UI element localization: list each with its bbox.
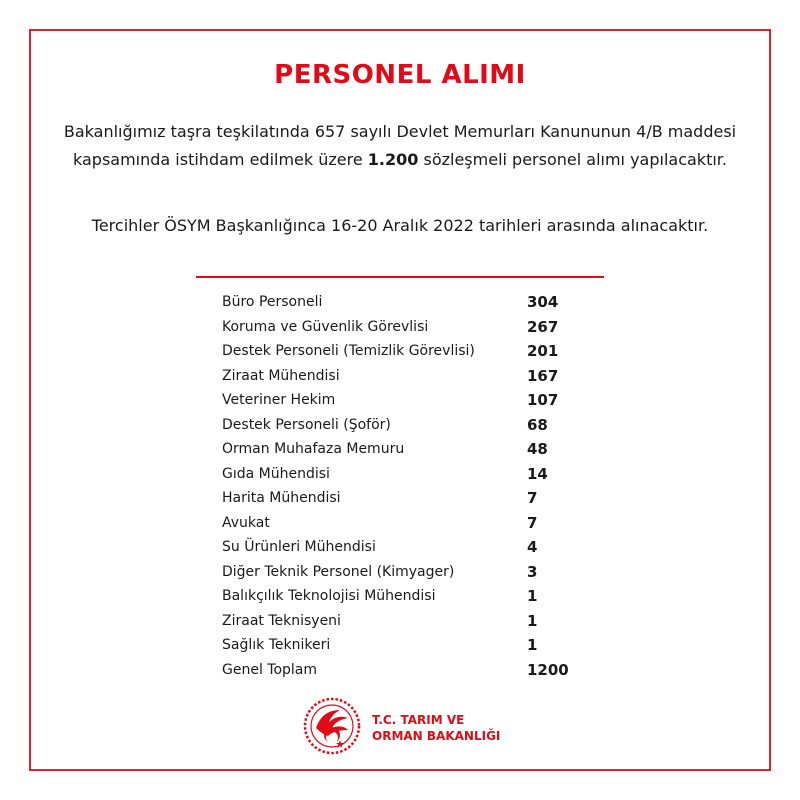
position-name: Ziraat Teknisyeni — [222, 612, 341, 629]
position-count: 267 — [527, 317, 559, 336]
ministry-emblem-graphic — [302, 696, 362, 756]
intro-total-count: 1.200 — [367, 150, 419, 169]
positions-table — [222, 290, 592, 682]
table-row — [222, 364, 592, 389]
position-name: Destek Personeli (Temizlik Görevlisi) — [222, 343, 475, 360]
ministry-name-line2: ORMAN BAKANLIĞI — [372, 729, 501, 743]
position-name: Diğer Teknik Personel (Kimyager) — [222, 563, 455, 580]
position-count: 1 — [527, 587, 538, 606]
position-name: Su Ürünleri Mühendisi — [222, 539, 376, 556]
table-row — [222, 290, 592, 315]
position-name: Destek Personeli (Şoför) — [222, 416, 391, 433]
position-count: 201 — [527, 342, 559, 361]
position-count: 7 — [527, 489, 538, 508]
position-name: Sağlık Teknikeri — [222, 637, 331, 654]
position-name: Orman Muhafaza Memuru — [222, 441, 405, 458]
position-name: Gıda Mühendisi — [222, 465, 330, 482]
table-row — [222, 462, 592, 487]
position-count: 48 — [527, 440, 548, 459]
intro-text-start: Bakanlığımız taşra teşkilatında 657 sayılı Devlet Memurları Kanununun 4/B maddesi kapsamında istihdam edilmek üzere — [63, 122, 737, 169]
position-count: 3 — [527, 562, 538, 581]
position-name: Ziraat Mühendisi — [222, 367, 340, 384]
position-name: Veteriner Hekim — [222, 392, 336, 409]
table-row — [222, 609, 592, 634]
table-row — [222, 437, 592, 462]
table-row — [222, 535, 592, 560]
intro-paragraph — [60, 118, 740, 174]
ministry-name — [372, 712, 500, 744]
page-title: PERSONEL ALIMI — [274, 60, 526, 90]
table-row — [222, 584, 592, 609]
position-count: 304 — [527, 293, 559, 312]
position-name: Büro Personeli — [222, 294, 323, 311]
table-row — [222, 486, 592, 511]
table-row — [222, 339, 592, 364]
position-name: Koruma ve Güvenlik Görevlisi — [222, 318, 429, 335]
ministry-emblem-icon — [302, 696, 362, 756]
table-row — [222, 388, 592, 413]
intro-text-end: sözleşmeli personel alımı yapılacaktır. — [418, 150, 727, 169]
table-row — [222, 560, 592, 585]
position-count: 167 — [527, 366, 559, 385]
preference-dates-paragraph: Tercihler ÖSYM Başkanlığınca 16-20 Aralık 2022 tarihleri arasında alınacaktır. — [91, 216, 709, 235]
position-count: 7 — [527, 513, 538, 532]
divider-line — [196, 276, 604, 278]
table-row — [222, 413, 592, 438]
position-count: 107 — [527, 391, 559, 410]
position-name: Avukat — [222, 514, 270, 531]
position-name: Genel Toplam — [222, 661, 318, 678]
position-name: Harita Mühendisi — [222, 490, 341, 507]
position-count: 14 — [527, 464, 548, 483]
table-row — [222, 633, 592, 658]
position-count: 1 — [527, 611, 538, 630]
position-count: 68 — [527, 415, 548, 434]
table-row — [222, 658, 592, 683]
ministry-name-line1: T.C. TARIM VE — [372, 713, 465, 727]
position-name: Balıkçılık Teknolojisi Mühendisi — [222, 588, 436, 605]
table-row — [222, 315, 592, 340]
position-count: 1200 — [527, 660, 569, 679]
table-row — [222, 511, 592, 536]
position-count: 4 — [527, 538, 538, 557]
position-count: 1 — [527, 636, 538, 655]
